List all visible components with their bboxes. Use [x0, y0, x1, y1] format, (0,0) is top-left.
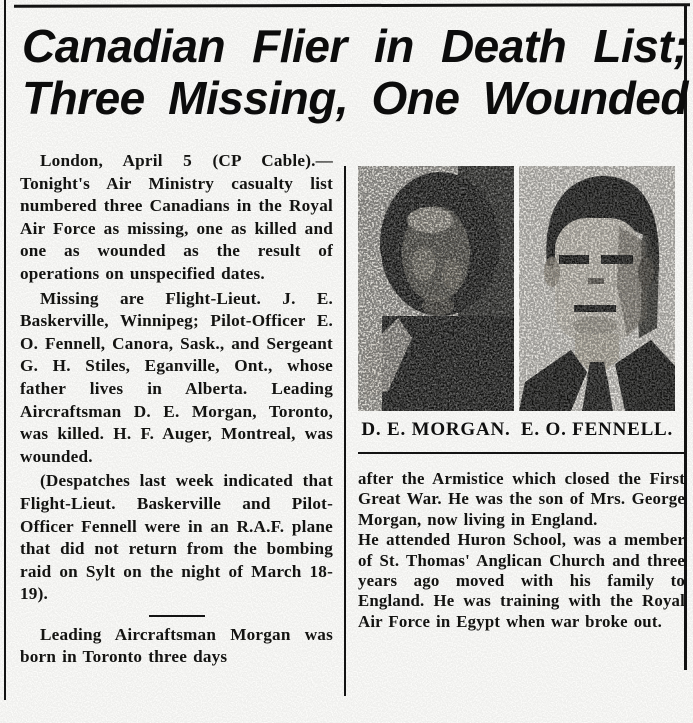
paragraph-missing-list: Missing are Flight-Lieut. J. E. Baskerville, Winnipeg; Pilot-Officer E. O. Fennell, Canora, Sask., and Sergeant G. H. Stiles, Eganville, Ont., whose father lives in Alberta. Leading Aircraftsman D. E. Morgan, Toronto, was killed. H. F. Auger, Montreal, was wounded. [20, 288, 333, 466]
morgan-caption: D. E. MORGAN. [361, 419, 511, 440]
fennell-caption: E. O. FENNELL. [520, 419, 674, 440]
headline [22, 20, 688, 124]
paragraph-despatches: (Despatches last week indicated that Flight-Lieut. Baskerville and Pilot-Officer Fennell were in an R.A.F. plane that did not return from the bombing raid on Sylt on the night of March 18-19). [20, 471, 333, 604]
left-column [20, 150, 333, 671]
headline-line-2: Three Missing, One Wounded [22, 72, 688, 124]
photo-row [358, 166, 685, 411]
paragraph-1-text: April 5 (CP Cable).—Tonight's Air Ministry casualty list numbered three Canadians in the Royal Air Force as missing, one as killed and one as wounded as the result of operations on unspecified dates. [20, 151, 333, 283]
paragraph-huron-school: He attended Huron School, was a member of St. Thomas' Anglican Church and three years ago moved with his family to England. He was training with the Royal Air Force in Egypt when war broke out. [358, 530, 685, 631]
column-divider-rule [344, 166, 346, 696]
right-column-text [358, 469, 685, 632]
section-divider [149, 615, 205, 617]
dateline-city: London, [40, 151, 104, 170]
top-rule [14, 3, 690, 7]
fennell-portrait-halftone [519, 166, 675, 411]
fennell-photo [519, 166, 675, 411]
left-border-rule [4, 0, 6, 700]
right-column [358, 166, 685, 632]
morgan-portrait-halftone [358, 166, 514, 411]
paragraph-dateline [20, 150, 333, 286]
paragraph-morgan-born: Leading Aircraftsman Morgan was born in Toronto three days [20, 624, 333, 667]
photo-captions [358, 419, 685, 441]
morgan-photo [358, 166, 514, 411]
headline-line-1: Canadian Flier in Death List; [22, 20, 688, 72]
paragraph-armistice: after the Armistice which closed the First Great War. He was the son of Mrs. George Morgan, now living in England. [358, 469, 685, 529]
caption-rule [358, 452, 685, 454]
